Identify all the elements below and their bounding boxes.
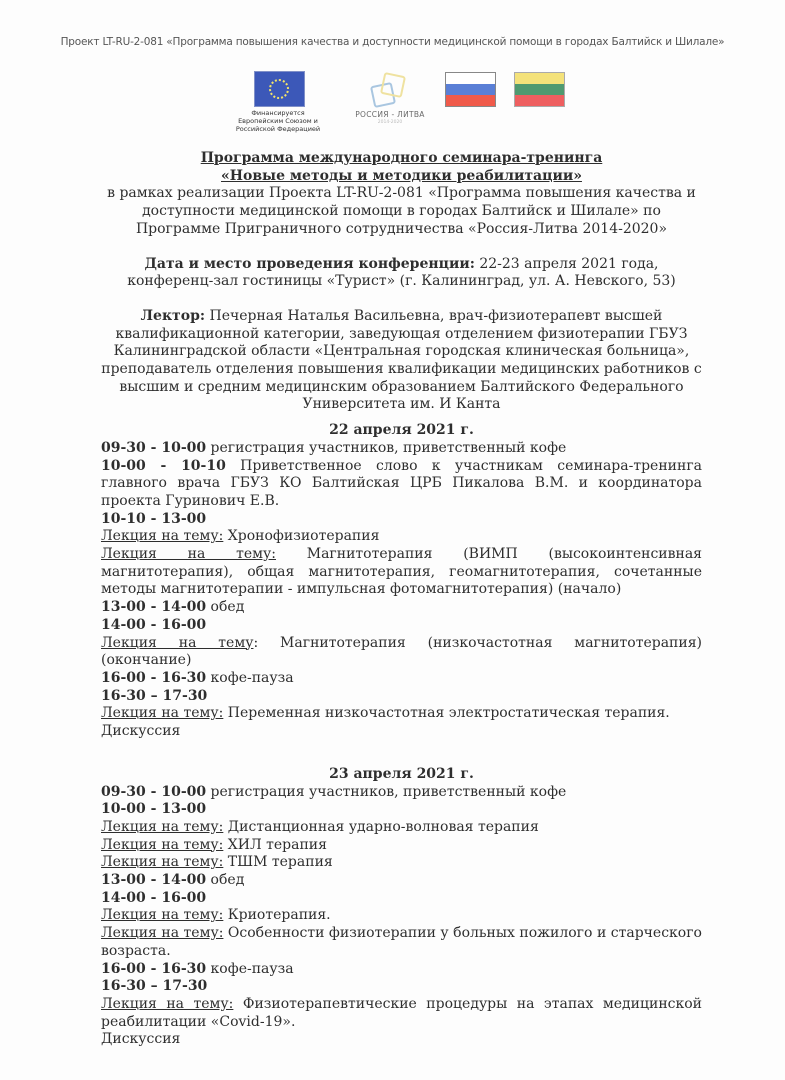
item-text: Дистанционная ударно-волновая терапия (223, 818, 539, 835)
item-text: ХИЛ терапия (223, 836, 327, 853)
schedule-item (101, 705, 702, 723)
schedule-item (101, 837, 702, 855)
item-text: Особенности физиотерапии у больных пожилого и старческого возраста. (101, 925, 702, 959)
item-text: регистрация участников, приветственный кофе (206, 783, 567, 800)
schedule (101, 422, 702, 1049)
schedule-item (101, 996, 702, 1031)
item-text: ТШМ терапия (223, 854, 333, 871)
eu-flag-icon (254, 71, 305, 107)
item-text: Магнитотерапия (ВИМП (высокоинтенсивная магнитотерапия), общая магнитотерапия, геомагнитотерапия, сочетанные методы магнитотерапии - импульсная фотомагнитотерапия) (начало) (101, 546, 703, 598)
program-title: Программа международного семинара-тренинга (200, 150, 603, 166)
time-slot: 14-00 - 16-00 (101, 616, 207, 633)
discussion-item: Дискуссия (101, 723, 181, 740)
item-text: обед (206, 872, 245, 889)
flag-stripe (446, 73, 495, 84)
item-text: : Магнитотерапия (низкочастотная магнитотерапия) (окончание) (101, 634, 702, 669)
schedule-item (101, 854, 702, 872)
lecture-label: Лекция на тему: (101, 546, 276, 563)
time-slot: 10-00 - 13-00 (101, 801, 207, 818)
lecture-label: Лекция на тему: (101, 818, 224, 835)
project-header: Проект LT-RU-2-081 «Программа повышения качества и доступности медицинской помощи в городах Балтийск и Шилале» (60, 36, 725, 48)
schedule-item (101, 440, 702, 458)
schedule-item (101, 528, 702, 546)
item-text: Переменная низкочастотная электростатическая терапия. (223, 705, 670, 722)
flag-stripe (515, 95, 564, 106)
item-text: Криотерапия. (223, 907, 331, 924)
discussion-item: Дискуссия (101, 1031, 181, 1048)
schedule-item (101, 617, 702, 635)
program-document (101, 150, 702, 1049)
time-slot: 13-00 - 14-00 (101, 599, 207, 616)
schedule-item (101, 635, 702, 670)
flag-stripe (515, 73, 564, 84)
lecture-label: Лекция на тему (101, 634, 254, 651)
time-slot: 16-30 – 17-30 (101, 978, 208, 995)
schedule-item (101, 670, 702, 688)
lecture-label: Лекция на тему: (101, 854, 224, 871)
item-text: Хронофизиотерапия (223, 528, 380, 545)
time-slot: 10-00 - 10-10 (101, 457, 226, 474)
schedule-item (101, 784, 702, 802)
schedule-item (101, 907, 702, 925)
schedule-item (101, 458, 702, 511)
time-slot: 16-30 – 17-30 (101, 687, 208, 704)
flag-stripe (446, 95, 495, 106)
lithuania-flag-icon (514, 72, 565, 107)
time-slot: 09-30 - 10-00 (101, 439, 207, 456)
program-subtitle: «Новые методы и методики реабилитации» (221, 167, 582, 184)
time-slot: 09-30 - 10-00 (101, 783, 207, 800)
item-text: регистрация участников, приветственный кофе (206, 439, 567, 456)
lecturer-paragraph (101, 308, 702, 414)
lecture-label: Лекция на тему: (101, 528, 224, 545)
flag-stripe (446, 84, 495, 95)
lecture-label: Лекция на тему: (101, 925, 224, 942)
day-title: 23 апреля 2021 г. (329, 765, 474, 782)
time-slot: 14-00 - 16-00 (101, 889, 207, 906)
schedule-item (101, 511, 702, 529)
schedule-item (101, 872, 702, 890)
lecture-label: Лекция на тему: (101, 995, 234, 1012)
day-title: 22 апреля 2021 г. (329, 422, 474, 439)
schedule-item (101, 599, 702, 617)
eu-funding-caption (228, 109, 328, 133)
lecture-label: Лекция на тему: (101, 705, 224, 722)
item-text: Физиотерапевтические процедуры на этапах медицинской реабилитации «Covid-19». (101, 995, 702, 1030)
venue-label: Дата и место проведения конференции: (144, 255, 475, 272)
schedule-item (101, 688, 702, 706)
schedule-item (101, 819, 702, 837)
schedule-item (101, 801, 702, 819)
russia-lithuania-caption: РОССИЯ - ЛИТВА (355, 110, 425, 119)
item-text: кофе-пауза (206, 669, 294, 686)
eu-stars-icon (269, 79, 289, 99)
lecture-label: Лекция на тему: (101, 907, 224, 924)
schedule-item (101, 546, 702, 599)
eu-caption-line: Европейским Союзом и (238, 117, 318, 125)
eu-caption-line: Финансируется (251, 109, 305, 117)
logos-row (0, 70, 785, 140)
lecturer-label: Лектор: (140, 307, 206, 324)
flag-stripe (515, 84, 564, 95)
schedule-item (101, 925, 702, 960)
russia-lithuania-logo-icon (358, 70, 418, 106)
time-slot: 10-10 - 13-00 (101, 510, 207, 527)
schedule-item (101, 961, 702, 979)
item-text: обед (206, 599, 245, 616)
schedule-item (101, 978, 702, 996)
venue-paragraph (101, 256, 702, 291)
item-text: кофе-пауза (206, 960, 294, 977)
program-intro: в рамках реализации Проекта LT-RU-2-081 «Программа повышения качества и доступности медицинской помощи в городах Балтийск и Шилале» по Программе Приграничного сотрудничества «Россия-Литва 2014-2020» (107, 185, 696, 237)
russia-flag-icon (445, 72, 496, 107)
eu-caption-line: Российской Федерацией (235, 125, 321, 133)
time-slot: 16-00 - 16-30 (101, 960, 207, 977)
lecture-label: Лекция на тему: (101, 836, 224, 853)
time-slot: 16-00 - 16-30 (101, 669, 207, 686)
russia-lithuania-subcaption: 2014-2020 (377, 120, 403, 125)
lecturer-text: Печерная Наталья Васильевна, врач-физиотерапевт высшей квалификационной категории, заведующая отделением физиотерапии ГБУЗ Калининградской области «Центральная городская клиническая больница», преподаватель отделения повышения квалификации медицинских работников с высшим и средним медицинским образованием Балтийского Федерального Университета им. И Канта (101, 307, 702, 413)
schedule-item (101, 890, 702, 908)
time-slot: 13-00 - 14-00 (101, 872, 207, 889)
venue-text: 22-23 апреля 2021 года, конференц-зал гостиницы «Турист» (г. Калининград, ул. А. Невского, 53) (127, 255, 676, 290)
item-text: Приветственное слово к участникам семинара-тренинга главного врача ГБУЗ КО Балтийская ЦРБ Пикалова В.М. и координатора проекта Гуринович Е.В. (101, 457, 702, 509)
